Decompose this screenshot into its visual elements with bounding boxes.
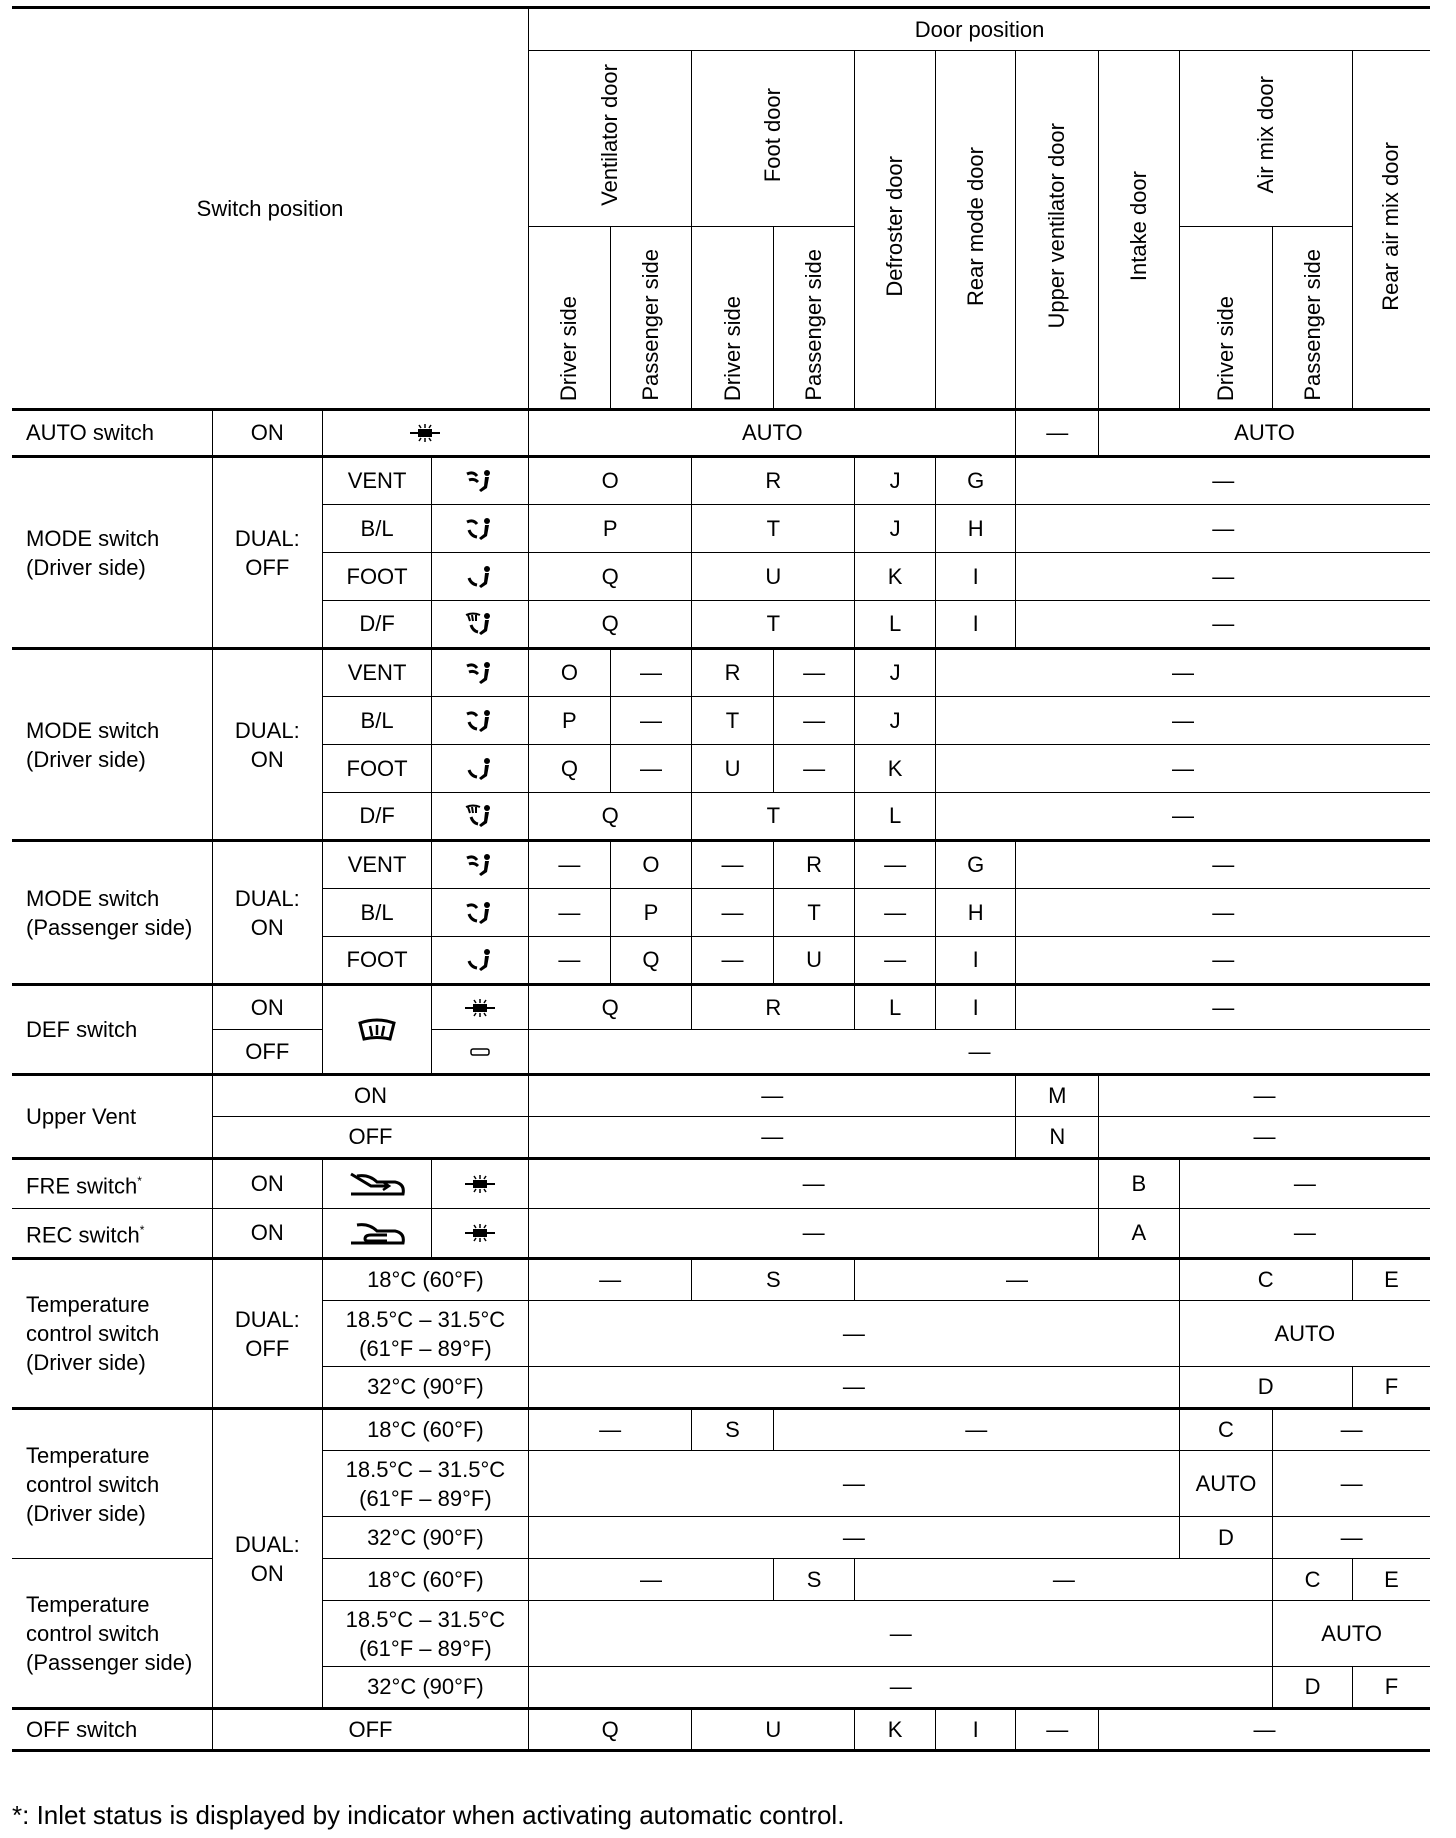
defrost-foot-mode-icon: [432, 793, 529, 841]
door-position-table-wrapper: [12, 6, 1430, 1752]
mode-bl-label: B/L: [322, 505, 432, 553]
cell: M: [1016, 1075, 1099, 1117]
cell: U: [692, 745, 774, 793]
cell: U: [692, 1709, 855, 1751]
temp-mid-label: 18.5°C – 31.5°C (61°F – 89°F): [322, 1451, 528, 1517]
cell: T: [773, 889, 855, 937]
cell: —: [529, 1301, 1180, 1367]
mode-vent-label: VENT: [322, 649, 432, 697]
auto-row-value: AUTO: [529, 410, 1016, 457]
airmix-driver-side-header: Driver side: [1179, 227, 1273, 410]
cell: —: [529, 937, 611, 985]
mode-switch-passenger-label: MODE switch (Passenger side): [12, 841, 212, 985]
cell: —: [855, 889, 936, 937]
fresh-air-icon: [322, 1159, 432, 1209]
upper-off-label: OFF: [212, 1117, 528, 1159]
indicator-unlit-icon: [432, 1030, 529, 1075]
rec-state: ON: [212, 1209, 322, 1259]
mode-bl-label: B/L: [322, 889, 432, 937]
door-position-header: Door position: [529, 8, 1430, 51]
mode-foot-label: FOOT: [322, 937, 432, 985]
vent-passenger-side-header: Passenger side: [610, 227, 692, 410]
cell: I: [935, 601, 1016, 649]
cell: —: [529, 889, 611, 937]
cell: —: [529, 1367, 1180, 1409]
cell: D: [1179, 1367, 1352, 1409]
temp-mid-label: 18.5°C – 31.5°C (61°F – 89°F): [322, 1301, 528, 1367]
cell: —: [935, 745, 1430, 793]
indicator-lit-icon: [432, 1209, 529, 1259]
upper-vent-label: Upper Vent: [12, 1075, 212, 1159]
cell: —: [692, 937, 774, 985]
cell: —: [1016, 889, 1430, 937]
cell: K: [855, 553, 936, 601]
cell: R: [773, 841, 855, 889]
cell: —: [855, 1559, 1273, 1601]
cell: C: [1273, 1559, 1353, 1601]
air-mix-door-header: Air mix door: [1179, 51, 1352, 227]
mode-foot-label: FOOT: [322, 745, 432, 793]
cell: Q: [529, 1709, 692, 1751]
rear-air-mix-door-header: Rear air mix door: [1352, 51, 1430, 410]
cell: Q: [529, 553, 692, 601]
cell: —: [529, 1409, 692, 1451]
cell: —: [855, 1259, 1179, 1301]
cell: J: [855, 505, 936, 553]
cell: —: [1099, 1075, 1430, 1117]
cell: D: [1273, 1667, 1353, 1709]
cell: O: [610, 841, 692, 889]
rear-mode-door-header: Rear mode door: [935, 51, 1016, 410]
temp-18-label: 18°C (60°F): [322, 1259, 528, 1301]
cell: —: [1016, 985, 1430, 1030]
cell: —: [529, 1667, 1273, 1709]
cell: —: [1016, 1709, 1099, 1751]
def-off-label: OFF: [212, 1030, 322, 1075]
cell: J: [855, 649, 936, 697]
cell: Q: [529, 601, 692, 649]
cell: —: [855, 841, 936, 889]
dual-on-label: DUAL: ON: [212, 649, 322, 841]
vent-mode-icon: [432, 841, 529, 889]
cell: —: [935, 793, 1430, 841]
cell: T: [692, 697, 774, 745]
temp-mid-label: 18.5°C – 31.5°C (61°F – 89°F): [322, 1601, 528, 1667]
cell: J: [855, 457, 936, 505]
cell: —: [529, 1209, 1099, 1259]
cell: S: [692, 1409, 774, 1451]
temp-switch-passenger-label: Temperature control switch (Passenger side): [12, 1559, 212, 1709]
cell: —: [610, 745, 692, 793]
cell: —: [1016, 553, 1430, 601]
auto-switch-state: ON: [212, 410, 322, 457]
cell: —: [529, 1030, 1430, 1075]
cell: U: [773, 937, 855, 985]
foot-mode-icon: [432, 937, 529, 985]
auto-switch-label: AUTO switch: [12, 410, 212, 457]
cell: —: [773, 1409, 1179, 1451]
cell: —: [1099, 1117, 1430, 1159]
cell: —: [773, 697, 855, 745]
temp-32-label: 32°C (90°F): [322, 1667, 528, 1709]
cell: Q: [529, 745, 611, 793]
cell: —: [529, 1159, 1099, 1209]
cell: C: [1179, 1409, 1273, 1451]
cell: G: [935, 841, 1016, 889]
door-position-table: [12, 6, 1430, 1752]
bi-level-mode-icon: [432, 697, 529, 745]
mode-df-label: D/F: [322, 793, 432, 841]
dual-off-label: DUAL: OFF: [212, 457, 322, 649]
temp-18-label: 18°C (60°F): [322, 1559, 528, 1601]
cell: —: [529, 1601, 1273, 1667]
dual-off-label: DUAL: OFF: [212, 1259, 322, 1409]
cell: —: [1016, 505, 1430, 553]
cell: D: [1179, 1517, 1273, 1559]
cell: O: [529, 649, 611, 697]
temp-18-label: 18°C (60°F): [322, 1409, 528, 1451]
cell: P: [529, 697, 611, 745]
cell: B: [1099, 1159, 1180, 1209]
foot-driver-side-header: Driver side: [692, 227, 774, 410]
cell: F: [1352, 1667, 1430, 1709]
cell: —: [610, 697, 692, 745]
fre-state: ON: [212, 1159, 322, 1209]
cell: I: [935, 553, 1016, 601]
cell: —: [1016, 937, 1430, 985]
cell: R: [692, 985, 855, 1030]
mode-vent-label: VENT: [322, 841, 432, 889]
cell: L: [855, 601, 936, 649]
cell: —: [935, 649, 1430, 697]
cell: P: [529, 505, 692, 553]
ventilator-door-header: Ventilator door: [529, 51, 692, 227]
cell: S: [692, 1259, 855, 1301]
cell: —: [1273, 1517, 1430, 1559]
foot-mode-icon: [432, 553, 529, 601]
vent-driver-side-header: Driver side: [529, 227, 611, 410]
cell: H: [935, 889, 1016, 937]
foot-passenger-side-header: Passenger side: [773, 227, 855, 410]
cell: L: [855, 985, 936, 1030]
cell: —: [1179, 1209, 1430, 1259]
cell: Q: [610, 937, 692, 985]
bi-level-mode-icon: [432, 889, 529, 937]
cell: —: [1273, 1409, 1430, 1451]
auto-row-value: AUTO: [1099, 410, 1430, 457]
mode-foot-label: FOOT: [322, 553, 432, 601]
cell: O: [529, 457, 692, 505]
upper-ventilator-door-header: Upper ventilator door: [1016, 51, 1099, 410]
cell: —: [529, 1075, 1016, 1117]
def-switch-label: DEF switch: [12, 985, 212, 1075]
fre-switch-label: FRE switch*: [12, 1159, 212, 1209]
cell: T: [692, 793, 855, 841]
cell: —: [692, 841, 774, 889]
cell: —: [610, 649, 692, 697]
cell: —: [935, 697, 1430, 745]
cell: —: [1016, 841, 1430, 889]
cell: H: [935, 505, 1016, 553]
temp-32-label: 32°C (90°F): [322, 1367, 528, 1409]
mode-df-label: D/F: [322, 601, 432, 649]
temp-switch-driver-label: Temperature control switch (Driver side): [12, 1409, 212, 1559]
mode-vent-label: VENT: [322, 457, 432, 505]
indicator-lit-icon: [432, 985, 529, 1030]
vent-mode-icon: [432, 457, 529, 505]
cell: —: [1016, 601, 1430, 649]
cell: AUTO: [1179, 1301, 1430, 1367]
cell: Q: [529, 793, 692, 841]
footnote: *: Inlet status is displayed by indicator when activating automatic control.: [12, 1800, 845, 1830]
cell: —: [1099, 1709, 1430, 1751]
cell: R: [692, 649, 774, 697]
off-state: OFF: [212, 1709, 528, 1751]
cell: U: [692, 553, 855, 601]
cell: J: [855, 697, 936, 745]
cell: I: [935, 937, 1016, 985]
cell: T: [692, 505, 855, 553]
cell: L: [855, 793, 936, 841]
foot-door-header: Foot door: [692, 51, 855, 227]
cell: P: [610, 889, 692, 937]
mode-switch-driver-label: MODE switch (Driver side): [12, 649, 212, 841]
cell: —: [773, 649, 855, 697]
cell: E: [1352, 1259, 1430, 1301]
cell: —: [529, 1117, 1016, 1159]
recirculation-icon: [322, 1209, 432, 1259]
cell: AUTO: [1179, 1451, 1273, 1517]
cell: R: [692, 457, 855, 505]
defrost-foot-mode-icon: [432, 601, 529, 649]
cell: A: [1099, 1209, 1180, 1259]
cell: I: [935, 1709, 1016, 1751]
cell: —: [1273, 1451, 1430, 1517]
foot-mode-icon: [432, 745, 529, 793]
cell: G: [935, 457, 1016, 505]
cell: K: [855, 1709, 936, 1751]
cell: —: [529, 1559, 774, 1601]
cell: —: [529, 841, 611, 889]
temp-switch-driver-label: Temperature control switch (Driver side): [12, 1259, 212, 1409]
cell: —: [773, 745, 855, 793]
dual-on-label: DUAL: ON: [212, 1409, 322, 1709]
cell: Q: [529, 985, 692, 1030]
airmix-passenger-side-header: Passenger side: [1273, 227, 1353, 410]
mode-switch-driver-label: MODE switch (Driver side): [12, 457, 212, 649]
mode-bl-label: B/L: [322, 697, 432, 745]
bi-level-mode-icon: [432, 505, 529, 553]
auto-row-value: —: [1016, 410, 1099, 457]
cell: —: [529, 1259, 692, 1301]
cell: I: [935, 985, 1016, 1030]
cell: —: [529, 1451, 1180, 1517]
off-switch-label: OFF switch: [12, 1709, 212, 1751]
cell: C: [1179, 1259, 1352, 1301]
defroster-icon: [322, 985, 432, 1075]
temp-32-label: 32°C (90°F): [322, 1517, 528, 1559]
vent-mode-icon: [432, 649, 529, 697]
cell: S: [773, 1559, 855, 1601]
def-on-label: ON: [212, 985, 322, 1030]
indicator-lit-icon: [432, 1159, 529, 1209]
cell: E: [1352, 1559, 1430, 1601]
cell: —: [855, 937, 936, 985]
upper-on-label: ON: [212, 1075, 528, 1117]
cell: —: [1016, 457, 1430, 505]
cell: T: [692, 601, 855, 649]
cell: N: [1016, 1117, 1099, 1159]
cell: F: [1352, 1367, 1430, 1409]
cell: —: [692, 889, 774, 937]
defroster-door-header: Defroster door: [855, 51, 936, 410]
indicator-lit-icon: [322, 410, 528, 457]
cell: —: [1179, 1159, 1430, 1209]
dual-on-label: DUAL: ON: [212, 841, 322, 985]
rec-switch-label: REC switch*: [12, 1209, 212, 1259]
intake-door-header: Intake door: [1099, 51, 1180, 410]
switch-position-header: Switch position: [12, 8, 529, 410]
cell: AUTO: [1273, 1601, 1430, 1667]
cell: K: [855, 745, 936, 793]
cell: —: [529, 1517, 1180, 1559]
